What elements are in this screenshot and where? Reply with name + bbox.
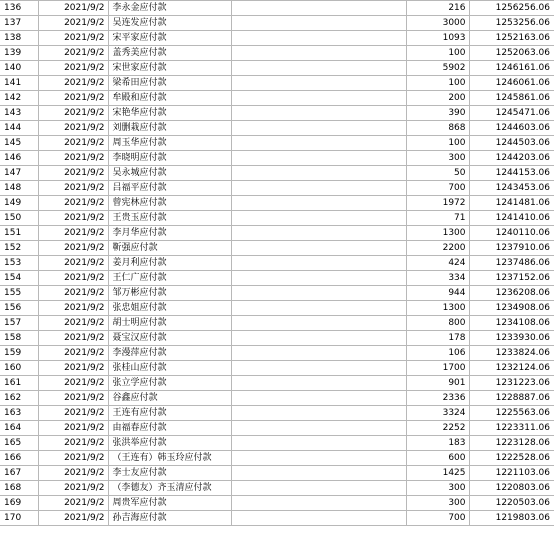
amount-cell[interactable]: 424 [406,256,469,271]
table-row [0,376,554,391]
amount-cell[interactable]: 178 [406,331,469,346]
description-cell[interactable]: 李永金应付款 [108,1,231,16]
balance-cell[interactable]: 1252163.06 [469,31,554,46]
date-cell[interactable]: 2021/9/2 [38,16,108,31]
memo-cell[interactable] [231,241,406,256]
date-cell[interactable]: 2021/9/2 [38,376,108,391]
amount-cell[interactable]: 183 [406,436,469,451]
amount-cell[interactable]: 71 [406,211,469,226]
date-cell[interactable]: 2021/9/2 [38,301,108,316]
row-number-cell[interactable]: 139 [0,46,38,61]
table-row [0,421,554,436]
date-cell[interactable]: 2021/9/2 [38,331,108,346]
description-cell[interactable]: 刘删栽应付款 [108,121,231,136]
balance-cell[interactable]: 1256256.06 [469,1,554,16]
memo-cell[interactable] [231,166,406,181]
description-cell[interactable]: 邹万彬应付款 [108,286,231,301]
date-cell[interactable]: 2021/9/2 [38,151,108,166]
balance-cell[interactable]: 1240110.06 [469,226,554,241]
balance-cell[interactable]: 1236208.06 [469,286,554,301]
amount-cell[interactable]: 800 [406,316,469,331]
memo-cell[interactable] [231,451,406,466]
row-number-cell[interactable]: 166 [0,451,38,466]
memo-cell[interactable] [231,301,406,316]
description-cell[interactable]: 周玉华应付款 [108,136,231,151]
row-number-cell[interactable]: 164 [0,421,38,436]
balance-cell[interactable]: 1241410.06 [469,211,554,226]
row-number-cell[interactable]: 154 [0,271,38,286]
description-cell[interactable]: 吕福平应付款 [108,181,231,196]
description-cell[interactable]: 王贵玉应付款 [108,211,231,226]
date-cell[interactable]: 2021/9/2 [38,196,108,211]
description-cell[interactable]: 孙吉海应付款 [108,511,231,526]
balance-cell[interactable]: 1225563.06 [469,406,554,421]
date-cell[interactable]: 2021/9/2 [38,286,108,301]
balance-cell[interactable]: 1253256.06 [469,16,554,31]
table-row [0,481,554,496]
date-cell[interactable]: 2021/9/2 [38,166,108,181]
row-number-cell[interactable]: 148 [0,181,38,196]
balance-cell[interactable]: 1252063.06 [469,46,554,61]
date-cell[interactable]: 2021/9/2 [38,256,108,271]
table-row [0,346,554,361]
description-cell[interactable]: 由福春应付款 [108,421,231,436]
memo-cell[interactable] [231,316,406,331]
description-cell[interactable]: 盖秀美应付款 [108,46,231,61]
memo-cell[interactable] [231,466,406,481]
date-cell[interactable]: 2021/9/2 [38,121,108,136]
table-row [0,271,554,286]
amount-cell[interactable]: 700 [406,181,469,196]
table-row [0,391,554,406]
description-cell[interactable]: 靳强应付款 [108,241,231,256]
amount-cell[interactable]: 300 [406,151,469,166]
description-cell[interactable]: 吴永城应付款 [108,166,231,181]
date-cell[interactable]: 2021/9/2 [38,61,108,76]
amount-cell[interactable]: 1300 [406,301,469,316]
row-number-cell[interactable]: 162 [0,391,38,406]
description-cell[interactable]: 张桂山应付款 [108,361,231,376]
row-number-cell[interactable]: 156 [0,301,38,316]
row-number-cell[interactable]: 158 [0,331,38,346]
date-cell[interactable]: 2021/9/2 [38,226,108,241]
memo-cell[interactable] [231,46,406,61]
row-number-cell[interactable]: 150 [0,211,38,226]
balance-cell[interactable]: 1246161.06 [469,61,554,76]
table-row [0,91,554,106]
row-number-cell[interactable]: 168 [0,481,38,496]
table-row [0,316,554,331]
balance-cell[interactable]: 1244603.06 [469,121,554,136]
description-cell[interactable]: 李月华应付款 [108,226,231,241]
table-row [0,406,554,421]
row-number-cell[interactable]: 138 [0,31,38,46]
memo-cell[interactable] [231,391,406,406]
memo-cell[interactable] [231,181,406,196]
date-cell[interactable]: 2021/9/2 [38,106,108,121]
description-cell[interactable]: 张洪举应付款 [108,436,231,451]
amount-cell[interactable]: 600 [406,451,469,466]
table-row [0,31,554,46]
balance-cell[interactable]: 1246061.06 [469,76,554,91]
row-number-cell[interactable]: 165 [0,436,38,451]
balance-cell[interactable]: 1232124.06 [469,361,554,376]
description-cell[interactable]: 王连有应付款 [108,406,231,421]
amount-cell[interactable]: 5902 [406,61,469,76]
balance-cell[interactable]: 1219803.06 [469,511,554,526]
table-row [0,511,554,526]
amount-cell[interactable]: 868 [406,121,469,136]
amount-cell[interactable]: 334 [406,271,469,286]
table-row [0,466,554,481]
amount-cell[interactable]: 1093 [406,31,469,46]
description-cell[interactable]: 牟殿和应付款 [108,91,231,106]
description-cell[interactable]: 谷鑫应付款 [108,391,231,406]
balance-cell[interactable]: 1222528.06 [469,451,554,466]
memo-cell[interactable] [231,481,406,496]
row-number-cell[interactable]: 169 [0,496,38,511]
balance-cell[interactable]: 1233824.06 [469,346,554,361]
row-number-cell[interactable]: 147 [0,166,38,181]
balance-cell[interactable]: 1223128.06 [469,436,554,451]
table-row [0,211,554,226]
balance-cell[interactable]: 1220803.06 [469,481,554,496]
memo-cell[interactable] [231,196,406,211]
memo-cell[interactable] [231,16,406,31]
description-cell[interactable]: 张忠姐应付款 [108,301,231,316]
table-row [0,241,554,256]
memo-cell[interactable] [231,346,406,361]
row-number-cell[interactable]: 151 [0,226,38,241]
table-row [0,1,554,16]
date-cell[interactable]: 2021/9/2 [38,466,108,481]
date-cell[interactable]: 2021/9/2 [38,496,108,511]
memo-cell[interactable] [231,256,406,271]
date-cell[interactable]: 2021/9/2 [38,76,108,91]
description-cell[interactable]: 李士友应付款 [108,466,231,481]
description-cell[interactable]: 宋平家应付款 [108,31,231,46]
memo-cell[interactable] [231,331,406,346]
date-cell[interactable]: 2021/9/2 [38,46,108,61]
amount-cell[interactable]: 50 [406,166,469,181]
table-row [0,256,554,271]
row-number-cell[interactable]: 163 [0,406,38,421]
date-cell[interactable]: 2021/9/2 [38,271,108,286]
description-cell[interactable]: 姜月利应付款 [108,256,231,271]
balance-cell[interactable]: 1244503.06 [469,136,554,151]
row-number-cell[interactable]: 144 [0,121,38,136]
table-row [0,136,554,151]
table-row [0,151,554,166]
date-cell[interactable]: 2021/9/2 [38,436,108,451]
balance-cell[interactable]: 1245471.06 [469,106,554,121]
description-cell[interactable]: 李漫萍应付款 [108,346,231,361]
table-row [0,121,554,136]
date-cell[interactable]: 2021/9/2 [38,451,108,466]
amount-cell[interactable]: 100 [406,136,469,151]
table-row [0,16,554,31]
row-number-cell[interactable]: 140 [0,61,38,76]
table-row [0,301,554,316]
balance-cell[interactable]: 1234108.06 [469,316,554,331]
balance-cell[interactable]: 1223311.06 [469,421,554,436]
description-cell[interactable]: 王仁广应付款 [108,271,231,286]
amount-cell[interactable]: 100 [406,46,469,61]
balance-cell[interactable]: 1243453.06 [469,181,554,196]
description-cell[interactable]: 张立学应付款 [108,376,231,391]
description-cell[interactable]: （李德友）齐玉清应付款 [108,481,231,496]
balance-cell[interactable]: 1231223.06 [469,376,554,391]
row-number-cell[interactable]: 136 [0,1,38,16]
description-cell[interactable]: 宋艳华应付款 [108,106,231,121]
table-row [0,166,554,181]
amount-cell[interactable]: 1425 [406,466,469,481]
description-cell[interactable]: 吴连发应付款 [108,16,231,31]
memo-cell[interactable] [231,226,406,241]
amount-cell[interactable]: 200 [406,91,469,106]
memo-cell[interactable] [231,31,406,46]
memo-cell[interactable] [231,61,406,76]
amount-cell[interactable]: 106 [406,346,469,361]
date-cell[interactable]: 2021/9/2 [38,391,108,406]
date-cell[interactable]: 2021/9/2 [38,511,108,526]
memo-cell[interactable] [231,496,406,511]
balance-cell[interactable]: 1237910.06 [469,241,554,256]
amount-cell[interactable]: 1700 [406,361,469,376]
date-cell[interactable]: 2021/9/2 [38,406,108,421]
description-cell[interactable]: 胡士明应付款 [108,316,231,331]
amount-cell[interactable]: 944 [406,286,469,301]
date-cell[interactable]: 2021/9/2 [38,241,108,256]
memo-cell[interactable] [231,121,406,136]
amount-cell[interactable]: 2200 [406,241,469,256]
date-cell[interactable]: 2021/9/2 [38,361,108,376]
balance-cell[interactable]: 1234908.06 [469,301,554,316]
row-number-cell[interactable]: 143 [0,106,38,121]
balance-cell[interactable]: 1237486.06 [469,256,554,271]
memo-cell[interactable] [231,286,406,301]
row-number-cell[interactable]: 145 [0,136,38,151]
balance-cell[interactable]: 1237152.06 [469,271,554,286]
table-row [0,226,554,241]
row-number-cell[interactable]: 149 [0,196,38,211]
memo-cell[interactable] [231,76,406,91]
date-cell[interactable]: 2021/9/2 [38,1,108,16]
balance-cell[interactable]: 1244153.06 [469,166,554,181]
table-row [0,106,554,121]
date-cell[interactable]: 2021/9/2 [38,181,108,196]
memo-cell[interactable] [231,271,406,286]
memo-cell[interactable] [231,106,406,121]
table-row [0,361,554,376]
row-number-cell[interactable]: 137 [0,16,38,31]
description-cell[interactable]: 聂宝汉应付款 [108,331,231,346]
memo-cell[interactable] [231,361,406,376]
amount-cell[interactable]: 700 [406,511,469,526]
balance-cell[interactable]: 1241481.06 [469,196,554,211]
row-number-cell[interactable]: 170 [0,511,38,526]
row-number-cell[interactable]: 141 [0,76,38,91]
description-cell[interactable]: 李晓明应付款 [108,151,231,166]
date-cell[interactable]: 2021/9/2 [38,211,108,226]
amount-cell[interactable]: 3324 [406,406,469,421]
row-number-cell[interactable]: 160 [0,361,38,376]
row-number-cell[interactable]: 159 [0,346,38,361]
row-number-cell[interactable]: 142 [0,91,38,106]
description-cell[interactable]: 宋世家应付款 [108,61,231,76]
balance-cell[interactable]: 1220503.06 [469,496,554,511]
description-cell[interactable]: （王连有）韩玉玲应付款 [108,451,231,466]
row-number-cell[interactable]: 152 [0,241,38,256]
memo-cell[interactable] [231,211,406,226]
amount-cell[interactable]: 1300 [406,226,469,241]
row-number-cell[interactable]: 153 [0,256,38,271]
amount-cell[interactable]: 3000 [406,16,469,31]
date-cell[interactable]: 2021/9/2 [38,346,108,361]
memo-cell[interactable] [231,376,406,391]
amount-cell[interactable]: 390 [406,106,469,121]
amount-cell[interactable]: 901 [406,376,469,391]
date-cell[interactable]: 2021/9/2 [38,316,108,331]
description-cell[interactable]: 梁希田应付款 [108,76,231,91]
date-cell[interactable]: 2021/9/2 [38,91,108,106]
memo-cell[interactable] [231,421,406,436]
amount-cell[interactable]: 300 [406,496,469,511]
table-row [0,331,554,346]
memo-cell[interactable] [231,1,406,16]
balance-cell[interactable]: 1244203.06 [469,151,554,166]
amount-cell[interactable]: 100 [406,76,469,91]
balance-cell[interactable]: 1245861.06 [469,91,554,106]
memo-cell[interactable] [231,91,406,106]
balance-cell[interactable]: 1228887.06 [469,391,554,406]
memo-cell[interactable] [231,151,406,166]
table-row [0,451,554,466]
amount-cell[interactable]: 300 [406,481,469,496]
amount-cell[interactable]: 2252 [406,421,469,436]
row-number-cell[interactable]: 157 [0,316,38,331]
row-number-cell[interactable]: 155 [0,286,38,301]
row-number-cell[interactable]: 167 [0,466,38,481]
balance-cell[interactable]: 1221103.06 [469,466,554,481]
amount-cell[interactable]: 1972 [406,196,469,211]
date-cell[interactable]: 2021/9/2 [38,481,108,496]
description-cell[interactable]: 曾宪林应付款 [108,196,231,211]
table-row [0,46,554,61]
memo-cell[interactable] [231,511,406,526]
description-cell[interactable]: 周贵军应付款 [108,496,231,511]
amount-cell[interactable]: 2336 [406,391,469,406]
table-row [0,76,554,91]
date-cell[interactable]: 2021/9/2 [38,136,108,151]
row-number-cell[interactable]: 146 [0,151,38,166]
amount-cell[interactable]: 216 [406,1,469,16]
table-row [0,496,554,511]
table-row [0,181,554,196]
table-row [0,286,554,301]
balance-cell[interactable]: 1233930.06 [469,331,554,346]
date-cell[interactable]: 2021/9/2 [38,421,108,436]
row-number-cell[interactable]: 161 [0,376,38,391]
memo-cell[interactable] [231,406,406,421]
table-row [0,61,554,76]
ledger-body [0,1,554,526]
table-row [0,436,554,451]
memo-cell[interactable] [231,136,406,151]
memo-cell[interactable] [231,436,406,451]
date-cell[interactable]: 2021/9/2 [38,31,108,46]
table-row [0,196,554,211]
